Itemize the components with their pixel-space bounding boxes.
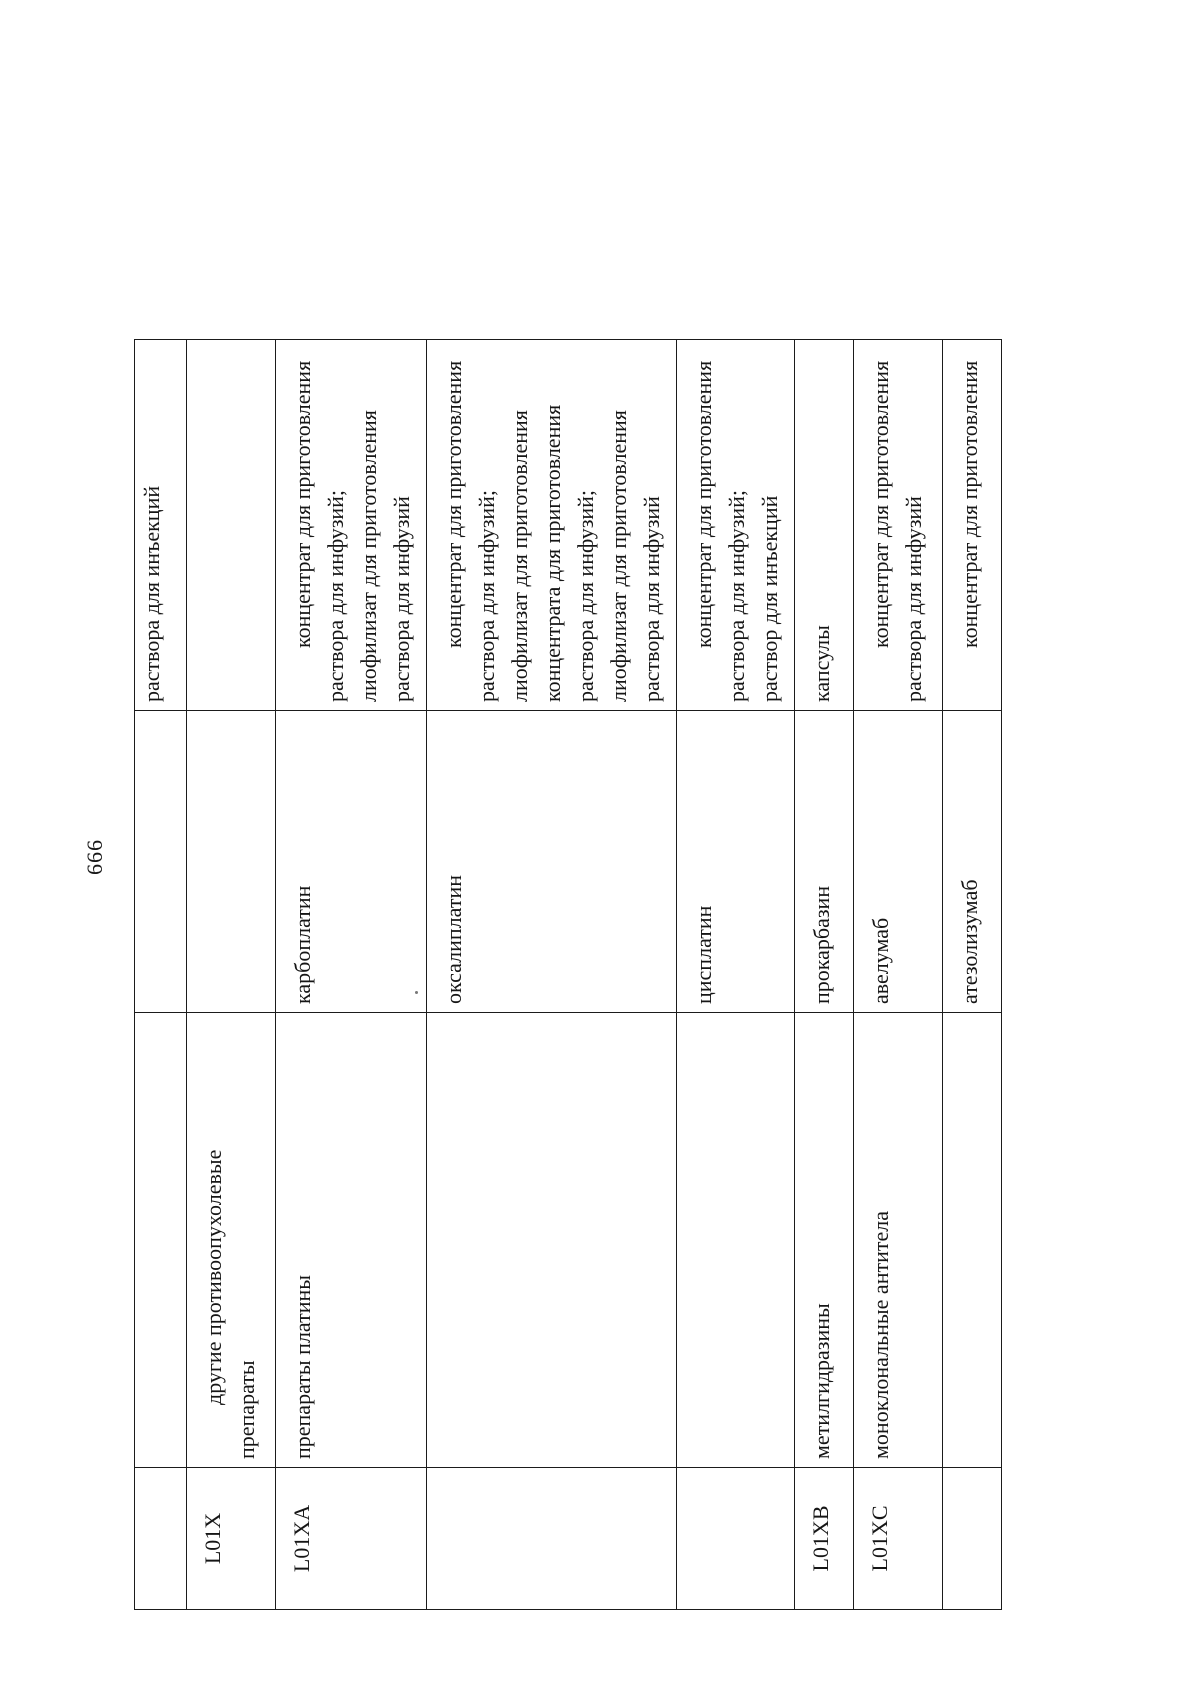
scan-speck — [415, 991, 418, 994]
drug-name-cell — [187, 711, 276, 1013]
dosage-form-cell — [187, 340, 276, 711]
atc-code-cell: L01XA — [276, 1468, 427, 1610]
atc-code-cell — [135, 1468, 187, 1610]
group-text: моноклональные антитела — [868, 1211, 893, 1459]
table-row — [795, 340, 854, 1610]
atc-code-cell — [677, 1468, 795, 1610]
group-cell — [943, 1013, 1002, 1468]
group-cell — [677, 1013, 795, 1468]
group-cell — [795, 1013, 854, 1468]
table-row — [943, 340, 1002, 1610]
page-number: 666 — [82, 839, 107, 875]
dosage-form-cell — [943, 340, 1002, 711]
dosage-form-text: концентрат для приготовления раствора для инфузий — [868, 360, 926, 702]
dosage-form-text: капсулы — [809, 625, 834, 702]
drug-name-cell: оксалиплатин — [427, 711, 677, 1013]
dosage-form-text: концентрат для приготовления раствора для инфузий; лиофилизат для приготовления раствора для инфузий — [290, 360, 414, 702]
table-row — [187, 340, 276, 1610]
dosage-form-cell — [135, 340, 187, 711]
drug-name-cell: прокарбазин — [795, 711, 854, 1013]
drug-name-cell: авелумаб — [854, 711, 943, 1013]
dosage-form-cell — [427, 340, 677, 711]
group-cell — [276, 1013, 427, 1468]
atc-code-cell — [427, 1468, 677, 1610]
dosage-form-text: раствора для инъекций — [139, 485, 164, 702]
table-row — [677, 340, 795, 1610]
table-row — [276, 340, 427, 1610]
dosage-form-text: концентрат для приготовления раствора для инфузий; раствор для инъекций — [691, 360, 782, 702]
group-text: другие противоопухолевые препараты — [201, 1149, 259, 1459]
dosage-form-text: концентрат для приготовления — [957, 360, 982, 648]
atc-code-cell: L01X — [187, 1468, 276, 1610]
drug-classification-table — [134, 339, 1002, 1610]
atc-code-cell: L01XC — [854, 1468, 943, 1610]
table-row — [854, 340, 943, 1610]
group-cell — [187, 1013, 276, 1468]
group-cell — [427, 1013, 677, 1468]
group-cell — [854, 1013, 943, 1468]
group-text: препараты платины — [290, 1274, 315, 1459]
dosage-form-cell — [854, 340, 943, 711]
dosage-form-cell — [677, 340, 795, 711]
group-text: метилгидразины — [809, 1303, 834, 1459]
drug-name-cell: карбоплатин — [276, 711, 427, 1013]
dosage-form-text: концентрат для приготовления раствора для инфузий; лиофилизат для приготовления концентрата для приготовления раствора для инфузий; лиофилизат для приготовления раствора для инфузий — [441, 360, 664, 702]
dosage-form-cell — [276, 340, 427, 711]
dosage-form-cell — [795, 340, 854, 711]
table-row — [135, 340, 187, 1610]
drug-name-cell: атезолизумаб — [943, 711, 1002, 1013]
atc-code-cell: L01XB — [795, 1468, 854, 1610]
drug-name-cell: цисплатин — [677, 711, 795, 1013]
table-row — [427, 340, 677, 1610]
group-cell — [135, 1013, 187, 1468]
drug-name-cell — [135, 711, 187, 1013]
atc-code-cell — [943, 1468, 1002, 1610]
